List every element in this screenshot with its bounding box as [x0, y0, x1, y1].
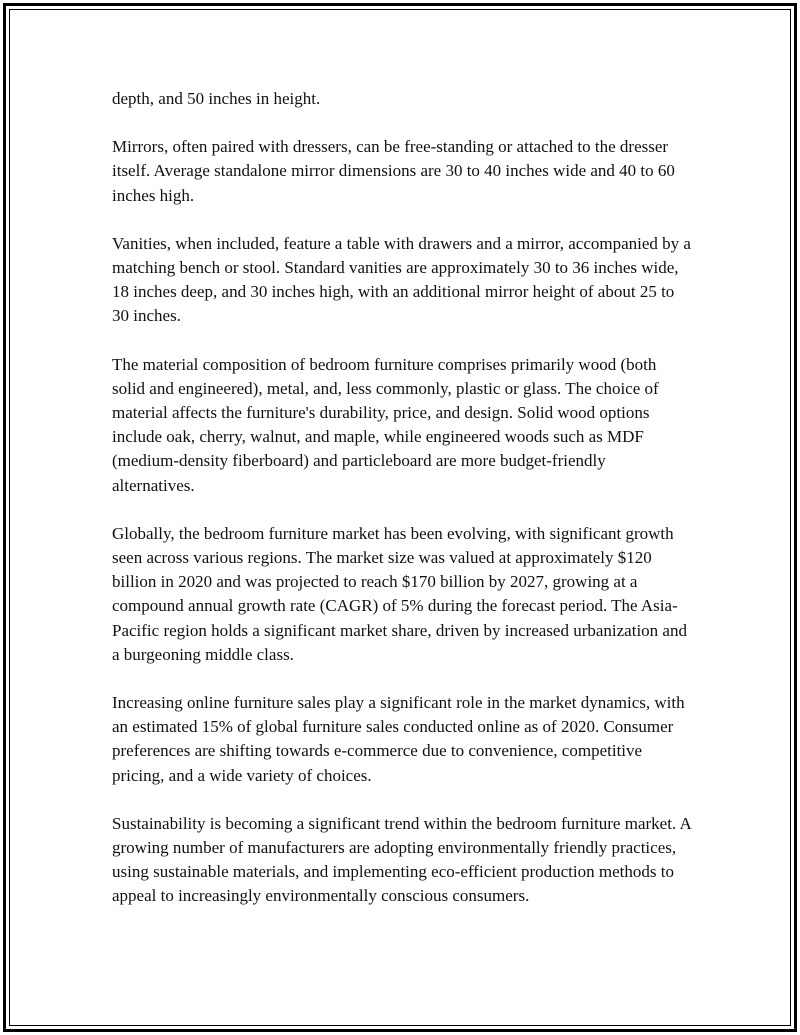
paragraph-mirrors: Mirrors, often paired with dressers, can be free-standing or attached to the dresser itself. Average standalone mirror dimensions are 30 to 40 inches wide and 40 to 60 inches high.: [112, 137, 675, 205]
paragraph-sustainability: Sustainability is becoming a significant trend within the bedroom furniture market. A growing number of manufacturers are adopting environmentally friendly practices, using sustainable materials, and implementing eco-efficient production methods to appeal to increasingly environmentally conscious consumers.: [112, 813, 691, 906]
document-body: [112, 87, 692, 933]
paragraph-global-market: Globally, the bedroom furniture market has been evolving, with significant growth seen across various regions. The market size was valued at approximately $120 billion in 2020 and was projected to reach $170 billion by 2027, growing at a compound annual growth rate (CAGR) of 5% during the forecast period. The Asia-Pacific region holds a significant market share, driven by increased urbanization and a burgeoning middle class.: [112, 523, 687, 664]
paragraph-materials: The material composition of bedroom furniture comprises primarily wood (both solid and engineered), metal, and, less commonly, plastic or glass. The choice of material affects the furniture's durability, price, and design. Solid wood options include oak, cherry, walnut, and maple, while engineered woods such as MDF (medium-density fiberboard) and particleboard are more budget-friendly alternatives.: [112, 354, 659, 495]
paragraph-dresser-dimensions-end: depth, and 50 inches in height.: [112, 89, 321, 108]
paragraph-online-sales: Increasing online furniture sales play a significant role in the market dynamics, with an estimated 15% of global furniture sales conducted online as of 2020. Consumer preferences are shifting towards e-commerce due to convenience, competitive pricing, and a wide variety of choices.: [112, 693, 685, 785]
paragraph-vanities: Vanities, when included, feature a table with drawers and a mirror, accompanied by a matching bench or stool. Standard vanities are approximately 30 to 36 inches wide, 18 inches deep, and 30 inches high, with an additional mirror height of about 25 to 30 inches.: [112, 233, 691, 326]
